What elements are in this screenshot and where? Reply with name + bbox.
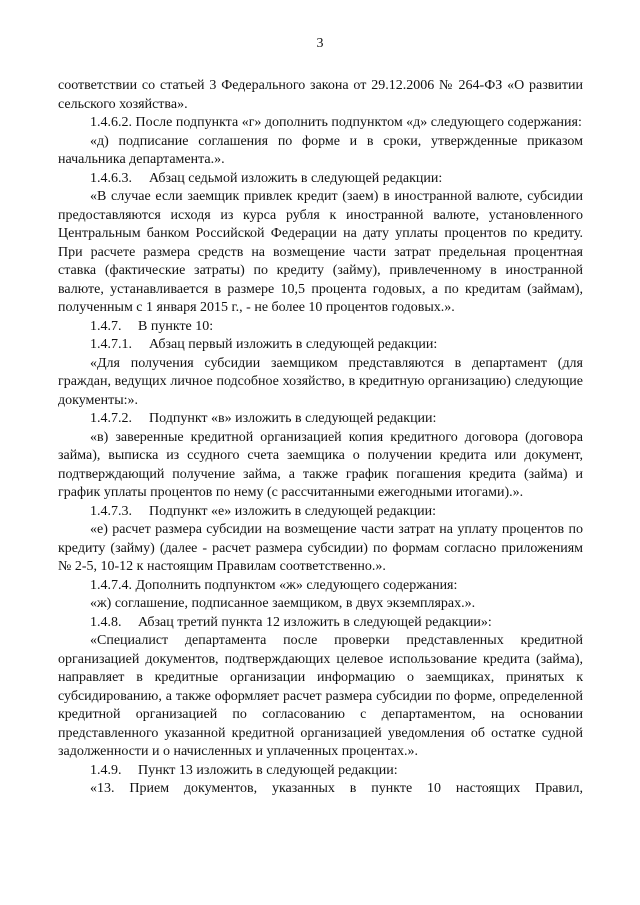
clause-number: 1.4.8. [90,614,122,630]
paragraph-text: Абзац третий пункта 12 изложить в следующей редакции»: [138,614,492,630]
paragraph: 1.4.6.2. После подпункта «г» дополнить подпунктом «д» следующего содержания: [90,115,582,130]
paragraph-text: Подпункт «в» изложить в следующей редакции: [149,411,437,426]
paragraph [58,170,583,189]
paragraph [58,614,583,633]
paragraph: «13. Прием документов, указанных в пункте 10 настоящих Правил, [90,781,583,796]
clause-number: 1.4.7.3. [90,503,132,519]
clause-number: 1.4.7.1. [90,337,132,352]
paragraph-text: В пункте 10: [138,318,214,334]
paragraph [58,318,583,337]
clause-number: 1.4.7. [90,318,122,334]
paragraph-text: Пункт 13 изложить в следующей редакции: [138,762,398,778]
paragraph [58,503,583,522]
paragraph-text: Абзац первый изложить в следующей редакции: [149,337,438,352]
paragraph: «в) заверенные кредитной организацией копия кредитного договора (договора займа), выписка из ссудного счета заемщика о получении кредита или документ, подтверждающий получение займа, а также график погашения кредита (займа) и график уплаты процентов по нему (с рассчитанными ежегодными итогами).». [58,429,583,500]
paragraph-text: Абзац седьмой изложить в следующей редакции: [149,170,443,186]
paragraph: «Специалист департамента после проверки представленных кредитной организацией документов, подтверждающих целевое использование кредита (займа), направляет в кредитные организации информацию о заемщиках, принятых к субсидированию, а также оформляет расчет размера субсидии по форме, определенной кредитной организацией по согласованию с департаментом, на основании представленного указанной кредитной организацией уведомления об остатке судной задолженности и о начисленных и уплаченных процентах.». [58,633,583,759]
paragraph: «Для получения субсидии заемщиком представляются в департамент (для граждан, ведущих личное подсобное хозяйство, в кредитную организацию) следующие документы:». [58,355,583,408]
paragraph [58,336,583,355]
clause-number: 1.4.6.3. [90,170,132,186]
paragraph-text: Подпункт «е» изложить в следующей редакции: [149,503,437,519]
paragraph: «е) расчет размера субсидии на возмещение части затрат на уплату процентов по кредиту (займу) (далее - расчет размера субсидии) по формам согласно приложениям № 2-5, 10-12 к настоящим Правилам соответственно.». [58,522,583,574]
paragraph: «ж) соглашение, подписанное заемщиком, в двух экземплярах.». [90,596,476,611]
paragraph [58,410,583,429]
paragraph: «д) подписание соглашения по форме и в сроки, утвержденные приказом начальника департамента.». [58,133,583,167]
clause-number: 1.4.9. [90,762,122,778]
page-number: 3 [316,36,324,51]
clause-number: 1.4.7.2. [90,411,132,426]
paragraph: соответствии со статьей 3 Федерального закона от 29.12.2006 № 264-ФЗ «О развитии сельского хозяйства». [58,78,583,112]
document-body [58,77,583,799]
paragraph: «В случае если заемщик привлек кредит (заем) в иностранной валюте, субсидии предоставляются исходя из курса рубля к иностранной валюте, установленного Центральным банком Российской Федерации на дату уплаты процентов по кредиту. При расчете размера средств на возмещение части затрат предельная процентная ставка (фактические затраты) по кредиту (займу), привлеченному в иностранной валюте, устанавливается в размере 10,5 процента годовых, а по кредитам (займам), полученным с 1 января 2015 г., - не более 10 процентов годовых.». [58,189,583,315]
paragraph [58,762,583,781]
paragraph: 1.4.7.4. Дополнить подпунктом «ж» следующего содержания: [90,577,458,593]
